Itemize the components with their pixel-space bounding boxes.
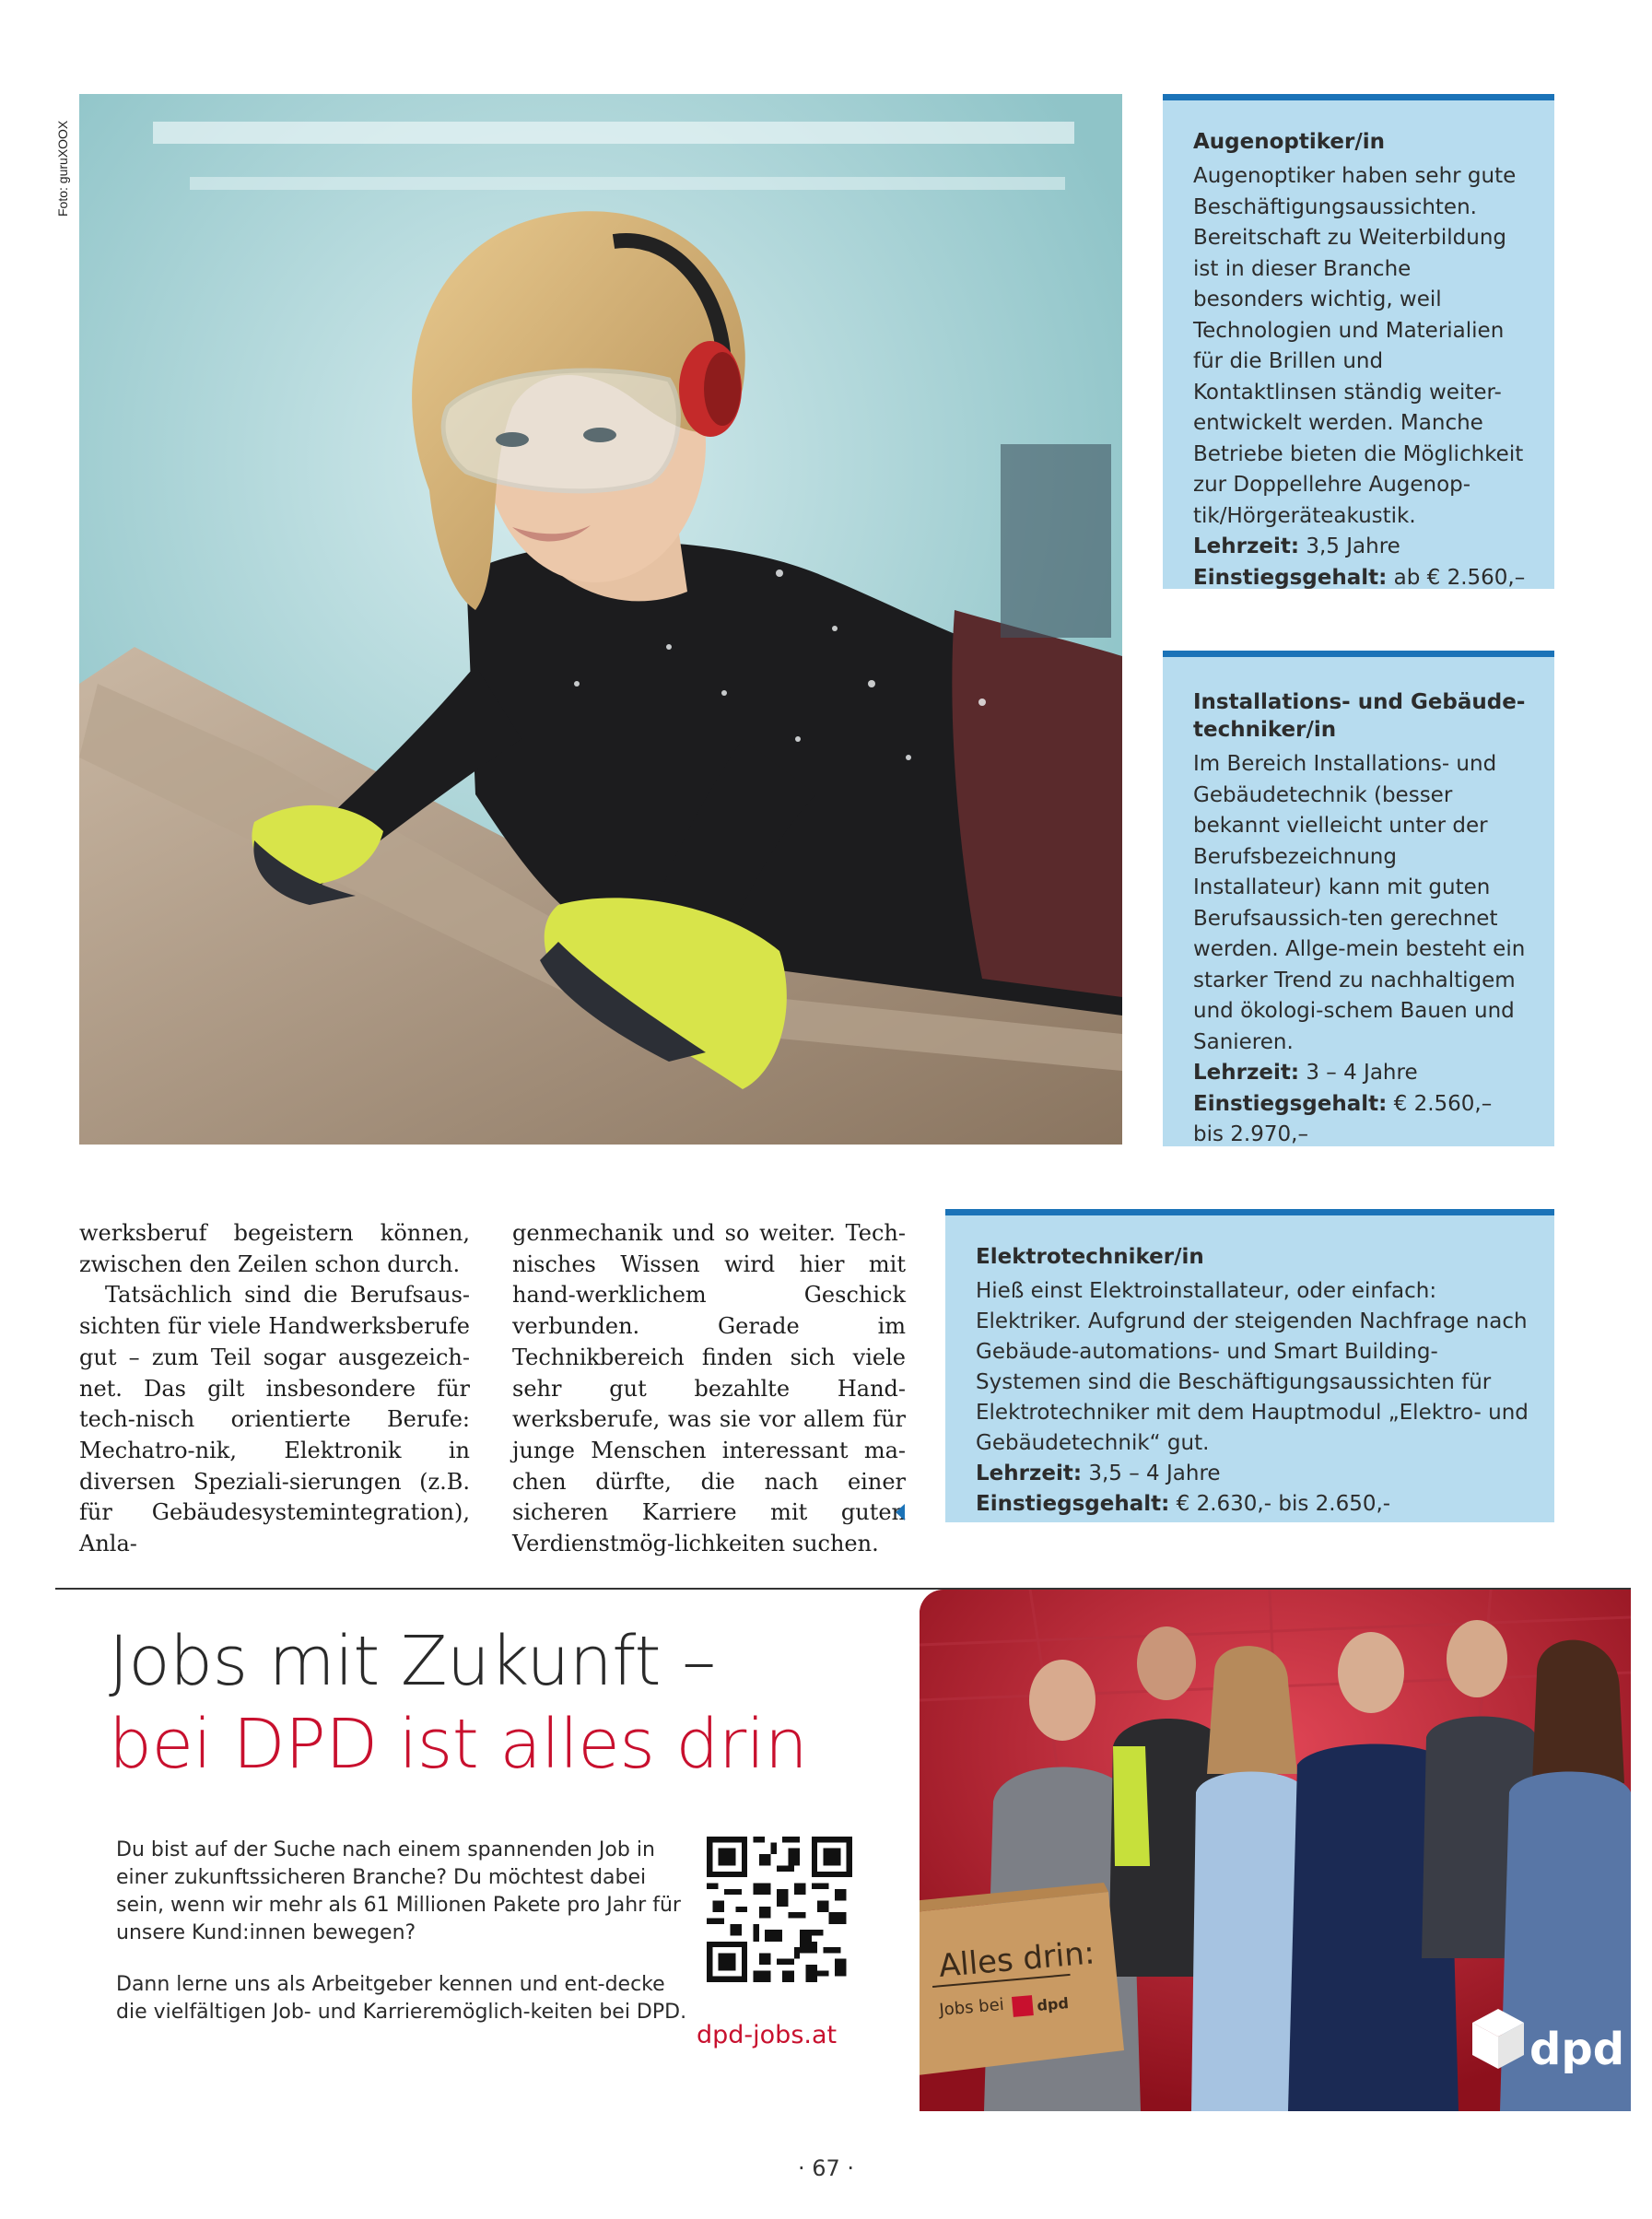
box-gehalt (1193, 563, 1527, 594)
box-brand: dpd (1036, 1994, 1070, 2014)
photo-credit: Foto: guruXOOX (55, 120, 70, 217)
gehalt-value: € 2.630,- bis 2.650,- (1176, 1492, 1391, 1516)
gehalt-value: € 2.560,– bis 2.970,– (1193, 1091, 1493, 1146)
ad-headline-line2: bei DPD ist alles drin (109, 1705, 808, 1784)
article-paragraph: genmechanik und so weiter. Tech-nisches Wissen wird hier mit hand-werklichem Geschick verbunden. Gerade im Technikbereich finden sich viele sehr gut bezahlte Hand-werksberufe, was sie vor allem für junge Menschen interessant ma-chen dürfte, die nach einer sicheren Karriere mit guten Verdienstmög-lichkeiten suchen. (512, 1220, 906, 1557)
ad-paragraph: Du bist auf der Suche nach einem spannenden Job in einer zukunftssicheren Branche? Du möchtest dabei sein, wenn wir mehr als 61 Millionen Pakete pro Jahr für unsere Kund:innen bewegen? (116, 1838, 681, 1944)
lehrzeit-value: 3,5 Jahre (1306, 534, 1400, 558)
lehrzeit-label: Lehrzeit: (1193, 1061, 1300, 1085)
lehrzeit-value: 3 – 4 Jahre (1306, 1061, 1418, 1085)
box-text-line2: Jobs bei (938, 1994, 1005, 2020)
box-lehrzeit (1193, 1058, 1527, 1089)
article-paragraph: Tatsächlich sind die Berufsaus-sichten für viele Handwerksberufe gut – zum Teil sogar ausgezeich-net. Das gilt insbesondere für tech-nisch orientierte Berufe: Mechatro-nik, Elektronik in diversen Speziali-sierungen (z.B. für Gebäudesystemintegration), Anla- (79, 1282, 470, 1557)
box-body: Hieß einst Elektroinstallateur, oder einfach: Elektriker. Aufgrund der steigenden Nachfrage nach Gebäude-automations- und Smart Building-Systemen sind die Beschäftigungsaussichten für Elektrotechniker mit dem Hauptmodul „Elektro- und Gebäudetechnik“ gut. (976, 1279, 1529, 1455)
info-box-installation (1163, 651, 1554, 1146)
gehalt-label: Einstiegsgehalt: (976, 1492, 1170, 1516)
box-title: Installations- und Gebäude-techniker/in (1193, 690, 1526, 742)
gehalt-value: ab € 2.560,– (1393, 565, 1526, 590)
qr-code-icon[interactable] (707, 1837, 852, 1982)
ad-photo-dpd-team (920, 1590, 1631, 2111)
box-gehalt (1193, 1089, 1527, 1151)
gehalt-label: Einstiegsgehalt: (1193, 1091, 1388, 1116)
lehrzeit-label: Lehrzeit: (1193, 534, 1300, 558)
dpd-logo-text: dpd (1529, 2024, 1625, 2075)
box-gehalt (976, 1489, 1536, 1520)
article-end-triangle-icon (896, 1504, 905, 1520)
article-paragraph: werksberuf begeistern können, zwischen den Zeilen schon durch. (79, 1220, 470, 1277)
info-box-elektro (945, 1209, 1554, 1522)
ad-headline-line1: Jobs mit Zukunft – (109, 1622, 716, 1701)
box-title: Augenoptiker/in (1193, 130, 1386, 154)
info-box-augenoptiker (1163, 94, 1554, 589)
article-column-2 (512, 1218, 906, 1560)
ad-paragraph: Dann lerne uns als Arbeitgeber kennen und ent-decke die vielfältigen Job- und Karrieremöglich-keiten bei DPD. (116, 1973, 687, 2024)
page-number: · 67 · (797, 2155, 855, 2181)
box-lehrzeit (1193, 532, 1527, 563)
lehrzeit-label: Lehrzeit: (976, 1462, 1083, 1485)
box-body: Augenoptiker haben sehr gute Beschäftigungsaussichten. Bereitschaft zu Weiterbildung ist in dieser Branche besonders wichtig, weil Technologien und Materialien für die Brillen und Kontaktlinsen ständig weiter-entwickelt werden. Manche Betriebe bieten die Möglichkeit zur Doppellehre Augenop-tik/Hörgeräteakustik. (1193, 164, 1524, 528)
box-body: Im Bereich Installations- und Gebäudetechnik (besser bekannt vielleicht unter der Berufsbezeichnung Installateur) kann mit guten Berufsaussich-ten gerechnet werden. Allge-mein besteht ein starker Trend zu nachhaltigem und ökologi-schem Bauen und Sanieren. (1193, 752, 1526, 1054)
gehalt-label: Einstiegsgehalt: (1193, 565, 1388, 590)
hero-photo-woodworker (79, 94, 1122, 1145)
lehrzeit-value: 3,5 – 4 Jahre (1088, 1462, 1221, 1485)
box-text-line1: Alles drin: (937, 1934, 1096, 1985)
article-column-1 (79, 1218, 470, 1560)
ad-url-link[interactable]: dpd-jobs.at (697, 2021, 838, 2049)
box-title: Elektrotechniker/in (976, 1245, 1204, 1269)
box-lehrzeit (976, 1459, 1536, 1489)
